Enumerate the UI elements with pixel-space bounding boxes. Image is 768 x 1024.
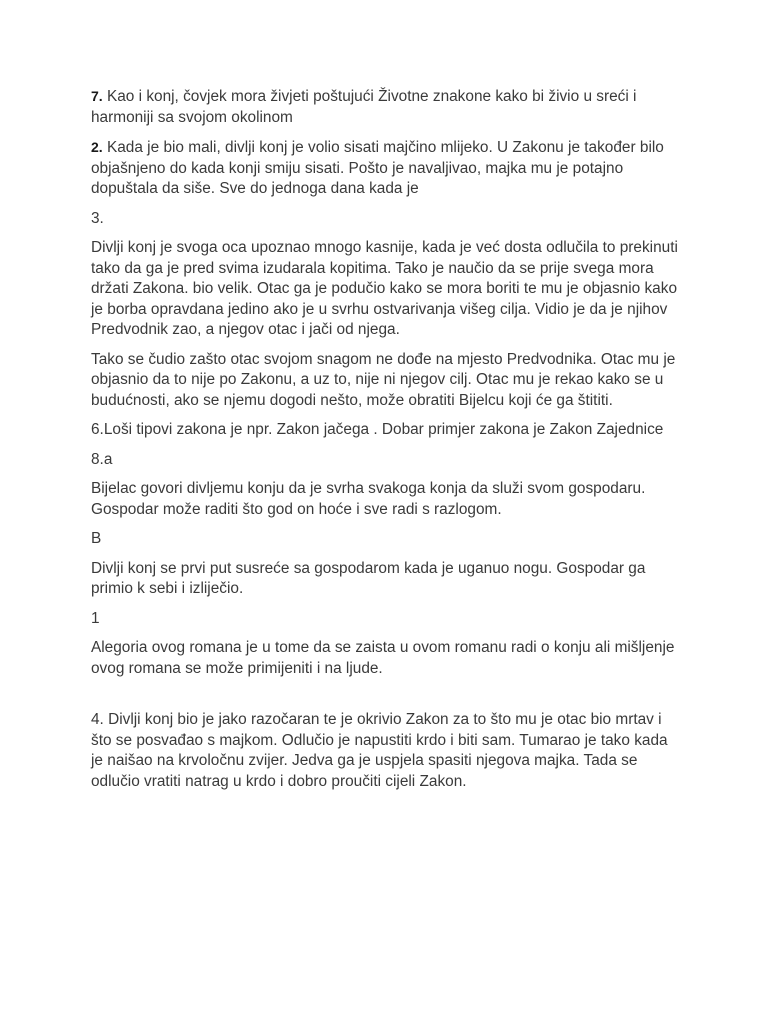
paragraph-gospodar: Divlji konj se prvi put susreće sa gospodarom kada je uganuo nogu. Gospodar ga primio k sebi i izliječio. bbox=[91, 559, 646, 597]
section-letter-b: B bbox=[91, 530, 102, 547]
paragraph-alegorija: Alegoria ovog romana je u tome da se zaista u ovom romanu radi o konju ali mišljenje ovog romana se može primijeniti i na ljude. bbox=[91, 639, 675, 677]
document-page bbox=[91, 86, 681, 801]
paragraph-number: 7. bbox=[91, 88, 103, 104]
paragraph-bijelac: Bijelac govori divljemu konju da je svrha svakoga konja da služi svom gospodaru. Gospodar može raditi što god on hoće i sve radi s razlogom. bbox=[91, 480, 646, 518]
section-number-3: 3. bbox=[91, 209, 104, 227]
section-number-1: 1 bbox=[91, 609, 100, 627]
paragraph-text: Kada je bio mali, divlji konj je volio sisati majčino mlijeko. U Zakonu je također bilo objašnjeno do kada konji smiju sisati. Pošto je navaljivao, majka mu je potajno dopuštala da siše. Sve do jednoga dana kada je bbox=[91, 139, 664, 197]
paragraph-text: Kao i konj, čovjek mora živjeti poštujući Životne znakone kako bi živio u sreći i harmoniji sa svojom okolinom bbox=[91, 88, 637, 126]
paragraph-7 bbox=[91, 86, 681, 128]
section-number-8a: 8.a bbox=[91, 450, 113, 468]
paragraph-leader: Tako se čudio zašto otac svojom snagom ne dođe na mjesto Predvodnika. Otac mu je objasnio da to nije po Zakonu, a uz to, nije ni njegov cilj. Otac mu je rekao kako se u budućnosti, ako se njemu dogodi nešto, može obratiti Bijelcu koji će ga štititi. bbox=[91, 350, 676, 409]
paragraph-6: 6.Loši tipovi zakona je npr. Zakon jačega . Dobar primjer zakona je Zakon Zajednice bbox=[91, 421, 664, 438]
paragraph-4: 4. Divlji konj bio je jako razočaran te je okrivio Zakon za to što mu je otac bio mrtav i što se posvađao s majkom. Odlučio je napustiti krdo i biti sam. Tumarao je tako kada je naišao na krvoločnu zvijer. Jedva ga je uspjela spasiti njegova majka. Tada se odlučio vratiti natrag u krdo i dobro proučiti cijeli Zakon. bbox=[91, 711, 668, 790]
paragraph-father: Divlji konj je svoga oca upoznao mnogo kasnije, kada je već dosta odlučila to prekinuti tako da ga je pred svima izudarala kopitima. Tako je naučio da se prije svega mora držati Zakona. bio velik. Otac ga je podučio kako se mora boriti te mu je objasnio kako je borba opravdana jedino ako je u svrhu ostvarivanja višeg cilja. Vidio je da je njihov Predvodnik zao, a njegov otac i jači od njega. bbox=[91, 239, 678, 338]
paragraph-number: 2. bbox=[91, 139, 103, 155]
paragraph-2 bbox=[91, 137, 681, 200]
